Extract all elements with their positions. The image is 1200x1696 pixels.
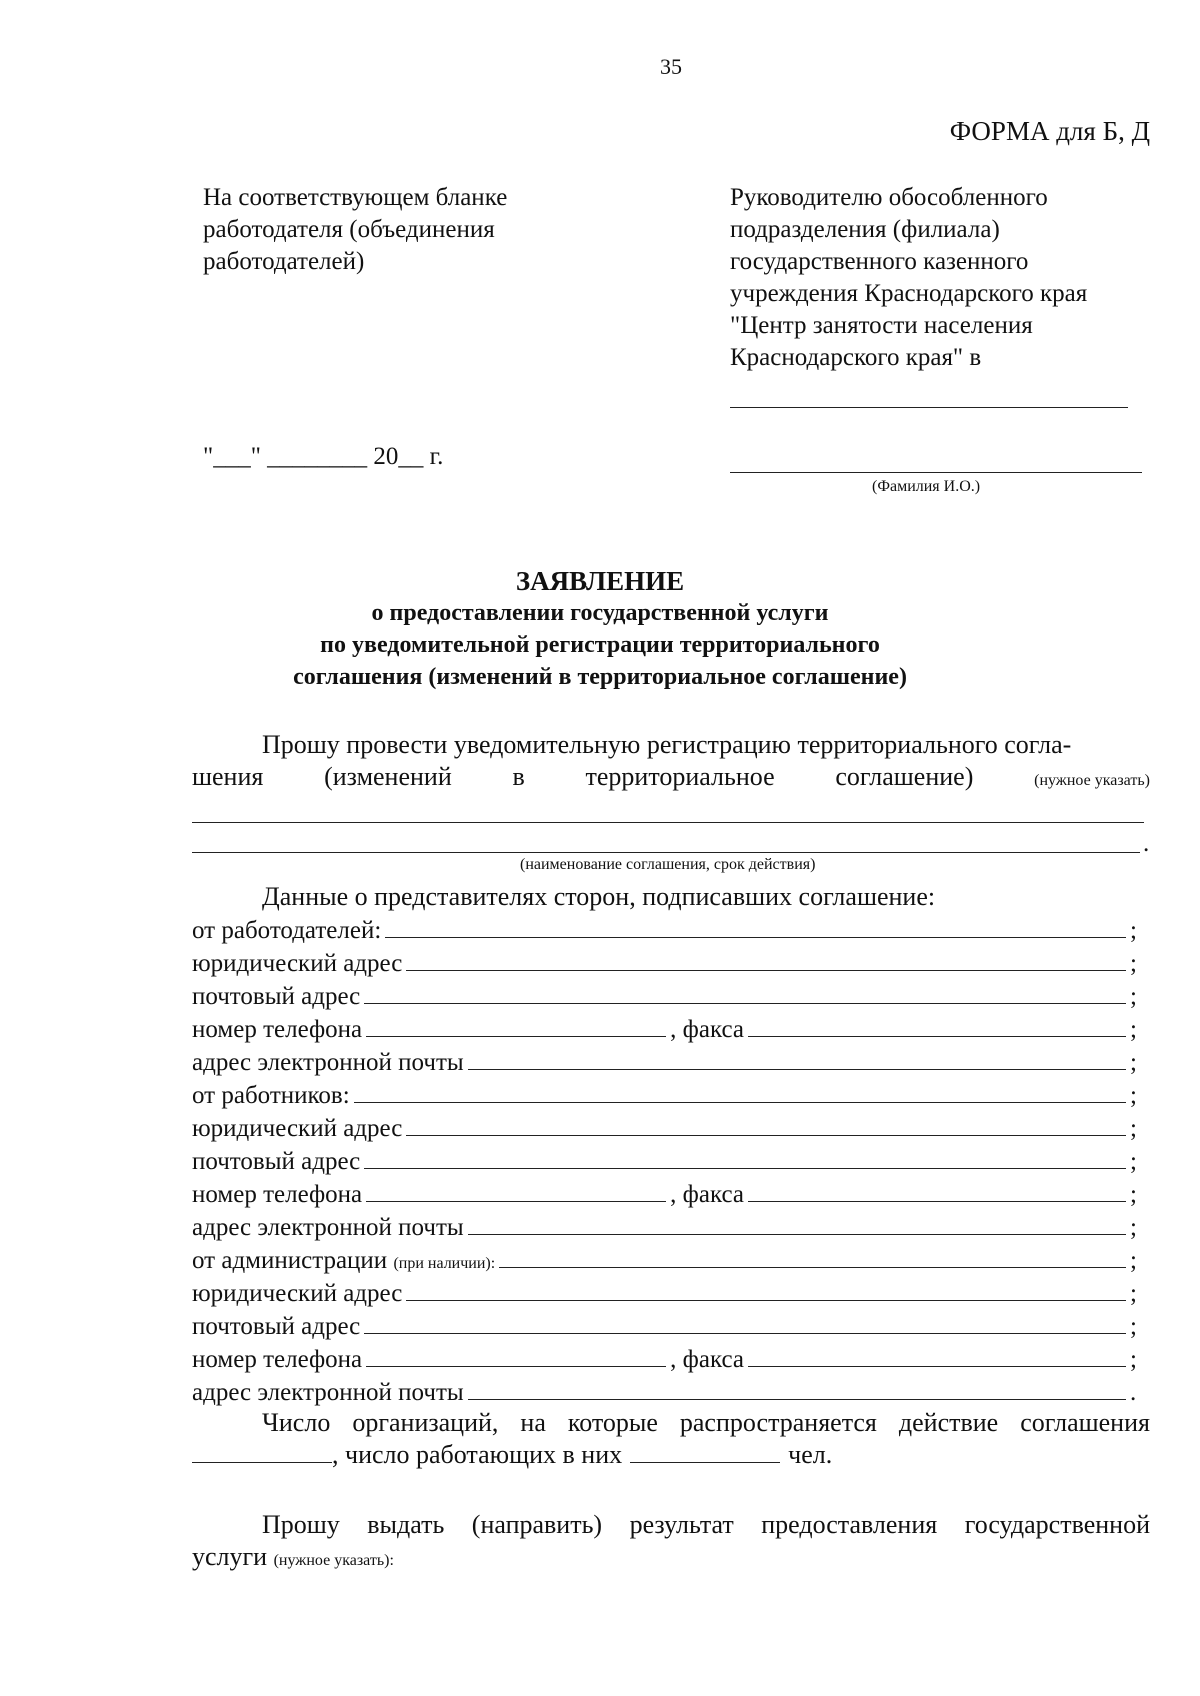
workers-label: от работников: [192, 1082, 350, 1109]
semicolon: ; [1130, 1181, 1137, 1208]
result-paragraph-line [192, 1542, 394, 1572]
word: шения [192, 762, 264, 791]
postal-address-label: почтовый адрес [192, 1148, 361, 1175]
agreement-caption: (наименование соглашения, срок действия) [520, 856, 816, 873]
date-line[interactable]: "___" ________ 20__ г. [203, 443, 444, 470]
organizations-paragraph-line [192, 1440, 832, 1470]
word: территориальное [585, 762, 775, 791]
fax-field[interactable] [748, 1014, 1126, 1037]
semicolon: ; [1130, 1313, 1137, 1340]
administration-field[interactable] [499, 1245, 1126, 1268]
semicolon: ; [1130, 1148, 1137, 1175]
letterhead-line: работодателей) [203, 248, 365, 275]
administration-phone-row [192, 1344, 1142, 1376]
workers-row [192, 1080, 1142, 1112]
organizations-paragraph-line [262, 1408, 1150, 1438]
email-field[interactable] [468, 1212, 1126, 1235]
employers-email-row [192, 1047, 1142, 1079]
workers-postal-address-row [192, 1146, 1142, 1178]
document-subtitle-line: о предоставлении государственной услуги [371, 600, 829, 626]
fax-label: , факса [670, 1181, 744, 1208]
letterhead-line: На соответствующем бланке [203, 184, 508, 211]
administration-legal-address-row [192, 1278, 1142, 1310]
email-field[interactable] [468, 1047, 1126, 1070]
legal-address-label: юридический адрес [192, 1280, 403, 1307]
phone-field[interactable] [366, 1179, 666, 1202]
result-paragraph-line [262, 1510, 1150, 1540]
phone-field[interactable] [366, 1014, 666, 1037]
word: соглашения [1020, 1408, 1150, 1437]
semicolon: ; [1130, 983, 1137, 1010]
people-unit: чел. [788, 1440, 833, 1469]
workers-email-row [192, 1212, 1142, 1244]
choose-note: (нужное указать): [273, 1552, 394, 1569]
word: распространяется [679, 1408, 877, 1437]
administration-label [192, 1247, 495, 1275]
addressee-line: учреждения Краснодарского края [730, 280, 1088, 307]
word: в [512, 762, 525, 791]
semicolon: ; [1130, 950, 1137, 977]
semicolon: ; [1130, 1247, 1137, 1274]
administration-row [192, 1245, 1142, 1277]
word: предоставления [761, 1510, 938, 1539]
phone-field[interactable] [366, 1344, 666, 1367]
document-subtitle-line: по уведомительной регистрации территориального [320, 632, 880, 658]
word: результат [629, 1510, 734, 1539]
fax-label: , факса [670, 1016, 744, 1043]
workers-field[interactable] [354, 1080, 1126, 1103]
fio-caption: (Фамилия И.О.) [872, 478, 981, 495]
addressee-line: Руководителю обособленного [730, 184, 1048, 211]
legal-address-field[interactable] [406, 1278, 1126, 1301]
semicolon: ; [1130, 1082, 1137, 1109]
fax-field[interactable] [748, 1179, 1126, 1202]
employers-postal-address-row [192, 981, 1142, 1013]
agreement-name-blank[interactable] [192, 852, 1140, 853]
word: на [520, 1408, 546, 1437]
workers-count-label: , число работающих в них [332, 1440, 623, 1469]
semicolon: ; [1130, 1280, 1137, 1307]
form-label: ФОРМА для Б, Д [949, 116, 1150, 146]
semicolon: ; [1130, 1016, 1137, 1043]
addressee-line: подразделения (филиала) [730, 216, 1000, 243]
fax-label: , факса [670, 1346, 744, 1373]
administration-note: (при наличии): [393, 1255, 496, 1272]
semicolon: ; [1130, 1049, 1137, 1076]
organizations-count-field[interactable] [192, 1440, 332, 1463]
addressee-name-blank[interactable] [730, 472, 1142, 473]
request-paragraph-line [192, 762, 1150, 792]
employers-legal-address-row [192, 948, 1142, 980]
semicolon: ; [1130, 1346, 1137, 1373]
employers-label: от работодателей: [192, 917, 382, 944]
semicolon: ; [1130, 917, 1137, 944]
period-mark: . [1130, 1379, 1137, 1406]
administration-label-text: от администрации [192, 1247, 388, 1274]
email-label: адрес электронной почты [192, 1379, 464, 1406]
employers-field[interactable] [385, 915, 1126, 938]
word: государственной [964, 1510, 1150, 1539]
administration-postal-address-row [192, 1311, 1142, 1343]
phone-label: номер телефона [192, 1181, 363, 1208]
page-number: 35 [660, 54, 682, 79]
addressee-block [730, 182, 1170, 374]
word: Число [262, 1408, 331, 1437]
postal-address-field[interactable] [364, 1146, 1126, 1169]
letterhead-note [203, 182, 623, 278]
word: (направить) [471, 1510, 603, 1539]
employers-phone-row [192, 1014, 1142, 1046]
request-paragraph-line: Прошу провести уведомительную регистрацию территориального согла- [262, 730, 1072, 759]
postal-address-label: почтовый адрес [192, 983, 361, 1010]
postal-address-field[interactable] [364, 981, 1126, 1004]
word: выдать [367, 1510, 445, 1539]
legal-address-field[interactable] [406, 948, 1126, 971]
administration-email-row [192, 1377, 1142, 1409]
workers-phone-row [192, 1179, 1142, 1211]
phone-label: номер телефона [192, 1346, 363, 1373]
addressee-line: государственного казенного [730, 248, 1029, 275]
phone-label: номер телефона [192, 1016, 363, 1043]
legal-address-label: юридический адрес [192, 950, 403, 977]
word: действие [898, 1408, 999, 1437]
word: которые [567, 1408, 658, 1437]
period-mark: . [1143, 830, 1150, 857]
employers-row [192, 915, 1142, 947]
word: (изменений [324, 762, 452, 791]
postal-address-label: почтовый адрес [192, 1313, 361, 1340]
postal-address-field[interactable] [364, 1311, 1126, 1334]
email-label: адрес электронной почты [192, 1214, 464, 1241]
addressee-branch-blank[interactable] [730, 407, 1128, 408]
semicolon: ; [1130, 1115, 1137, 1142]
fax-field[interactable] [748, 1344, 1126, 1367]
section-heading: Данные о представителях сторон, подписавших соглашение: [262, 882, 936, 911]
document-subtitle-line: соглашения (изменений в территориальное соглашение) [293, 664, 907, 690]
workers-legal-address-row [192, 1113, 1142, 1145]
word: соглашение) [835, 762, 974, 791]
legal-address-label: юридический адрес [192, 1115, 403, 1142]
letterhead-line: работодателя (объединения [203, 216, 495, 243]
email-label: адрес электронной почты [192, 1049, 464, 1076]
agreement-name-blank[interactable] [192, 822, 1144, 823]
choose-note: (нужное указать) [1034, 772, 1150, 789]
word: организаций, [352, 1408, 499, 1437]
addressee-line: "Центр занятости населения [730, 312, 1033, 339]
document-title: ЗАЯВЛЕНИЕ [515, 566, 685, 596]
word: Прошу [262, 1510, 340, 1539]
addressee-line: Краснодарского края" в [730, 344, 982, 371]
legal-address-field[interactable] [406, 1113, 1126, 1136]
workers-count-field[interactable] [630, 1440, 780, 1463]
semicolon: ; [1130, 1214, 1137, 1241]
email-field[interactable] [468, 1377, 1126, 1400]
word: услуги [192, 1542, 268, 1571]
